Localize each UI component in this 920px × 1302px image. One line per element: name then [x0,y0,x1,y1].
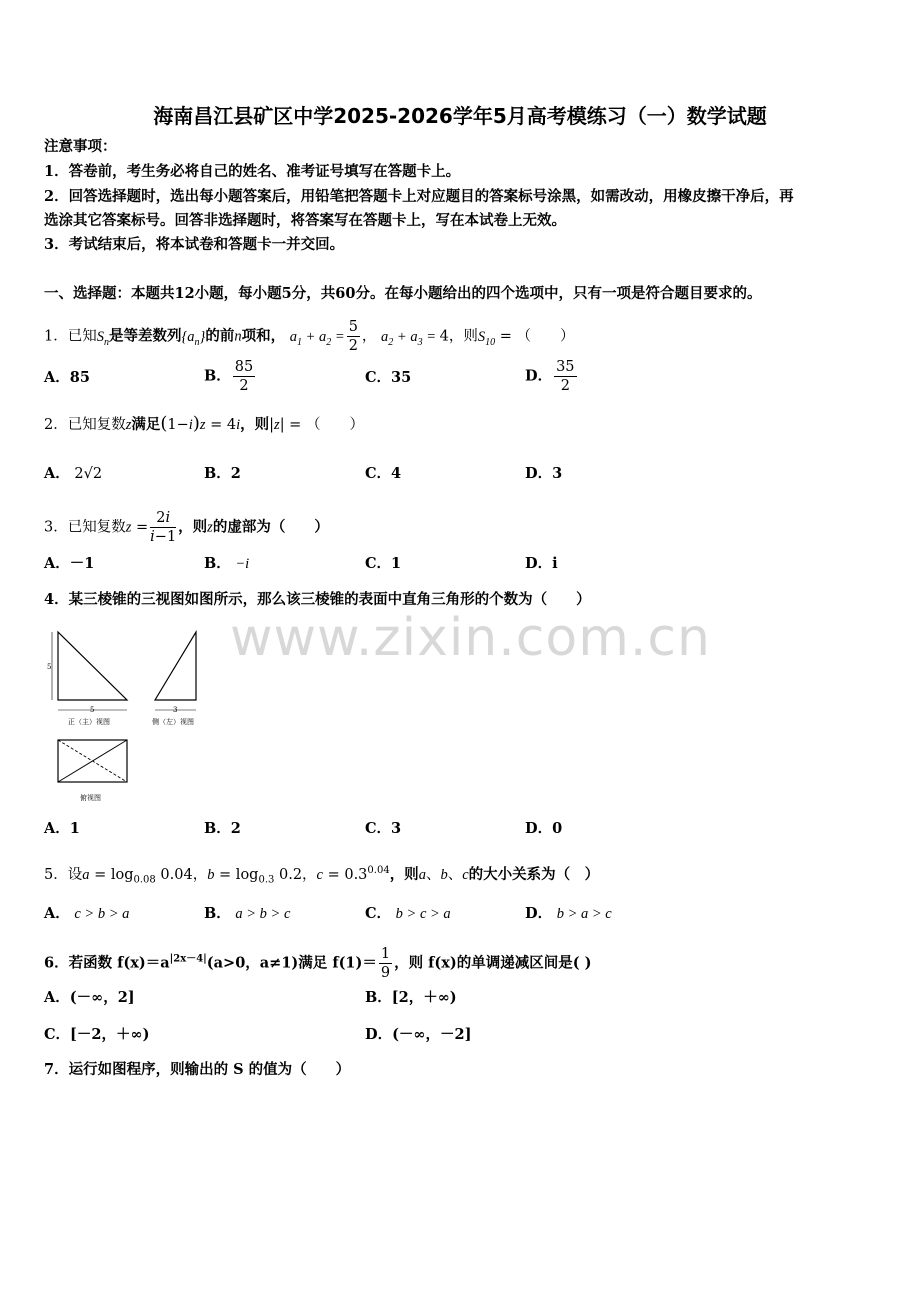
question-1: 1．已知$S_n$是等差数列$\{a_n\}$的前n项和， $a_1 + a_2$ = $\frac{5}{2}$ ， $a_2 + a_3 = 4$，则$S_{10}$ = （ ） [44,319,575,354]
front-height-label: 5 [47,663,52,671]
side-view-label: 侧（左）视图 [152,718,194,726]
q4-option-d[interactable]: D．0 [525,820,563,837]
front-view-label: 正（主）视图 [68,718,110,726]
q5-option-d[interactable]: D． b > a > c [525,905,612,922]
section-1-heading: 一、选择题：本题共12小题，每小题5分，共60分。在每小题给出的四个选项中，只有一项是符合题目要求的。 [44,285,762,302]
notice-heading: 注意事项： [44,138,117,155]
q6-option-d[interactable]: D．(－∞，－2] [365,1026,472,1043]
notice-item-2: 2．回答选择题时，选出每小题答案后，用铅笔把答题卡上对应题目的答案标号涂黑，如需改动，用橡皮擦干净后，再 [44,188,794,205]
q2-option-c[interactable]: C．4 [365,465,402,482]
top-view-label: 俯视图 [80,794,101,802]
front-view [47,632,127,726]
q2-option-d[interactable]: D．3 [525,465,563,482]
top-view [58,740,127,802]
notice-item-1: 1．答卷前，考生务必将自己的姓名、准考证号填写在答题卡上。 [44,163,461,180]
notice-item-2-cont: 选涂其它答案标号。回答非选择题时，将答案写在答题卡上，写在本试卷上无效。 [44,212,566,229]
q6-option-c[interactable]: C．[－2，＋∞) [44,1026,150,1043]
question-6: 6．若函数 $f(x)=a^{|2x-4|}(a>0$，a≠1)满足 f(1)＝ $\frac{1}{9}$ ，则 f(x)的单调递减区间是( ) [44,946,592,981]
three-view-figure [44,626,214,806]
notice-item-3: 3．考试结束后，将本试卷和答题卡一并交回。 [44,236,345,253]
q1-option-a[interactable]: A．85 [44,369,90,386]
q4-option-c[interactable]: C．3 [365,820,402,837]
q5-option-a[interactable]: A． c > b > a [44,905,130,922]
q4-option-b[interactable]: B．2 [204,820,241,837]
question-2: 2．已知复数z满足(1−i)z = 4i，则|z| = （ ） [44,413,364,434]
q2-option-b[interactable]: B．2 [204,465,241,482]
q4-option-a[interactable]: A．1 [44,820,80,837]
q3-option-c[interactable]: C．1 [365,555,402,572]
question-4: 4．某三棱锥的三视图如图所示，那么该三棱锥的表面中直角三角形的个数为（ ） [44,591,591,608]
q1-option-b[interactable]: B． $\frac{85}{2}$ [204,359,254,394]
q6-option-a[interactable]: A．(－∞，2] [44,989,135,1006]
side-view [152,632,196,726]
q3-option-a[interactable]: A．－1 [44,555,95,572]
watermark: www.zixin.com.cn [230,608,711,668]
question-7: 7．运行如图程序，则输出的 S 的值为（ ） [44,1061,351,1078]
q3-option-b[interactable]: B． −i [204,555,250,572]
q5-option-b[interactable]: B． a > b > c [204,905,291,922]
q6-option-b[interactable]: B．[2，＋∞) [365,989,457,1006]
question-5: 5．设$a = \log_{0.08} 0.04$，$b = \log_{0.3} 0.2$，$c = 0.3^{0.04}$，则a、b、c的大小关系为（ ） [44,865,600,886]
q3-option-d[interactable]: D．i [525,555,558,572]
q2-option-a[interactable]: A． 2√2 [44,465,103,482]
q1-option-d[interactable]: D． $\frac{35}{2}$ [525,359,575,394]
page-title: 海南昌江县矿区中学2025-2026学年5月高考模练习（一）数学试题 [153,104,767,128]
q1-option-c[interactable]: C．35 [365,369,412,386]
side-width-label: 3 [173,706,178,714]
front-width-label: 5 [90,706,95,714]
question-3: 3．已知复数z = $\frac{2i}{i-1}$ ，则z的虚部为（ ） [44,510,329,545]
q5-option-c[interactable]: C． b > c > a [365,905,451,922]
